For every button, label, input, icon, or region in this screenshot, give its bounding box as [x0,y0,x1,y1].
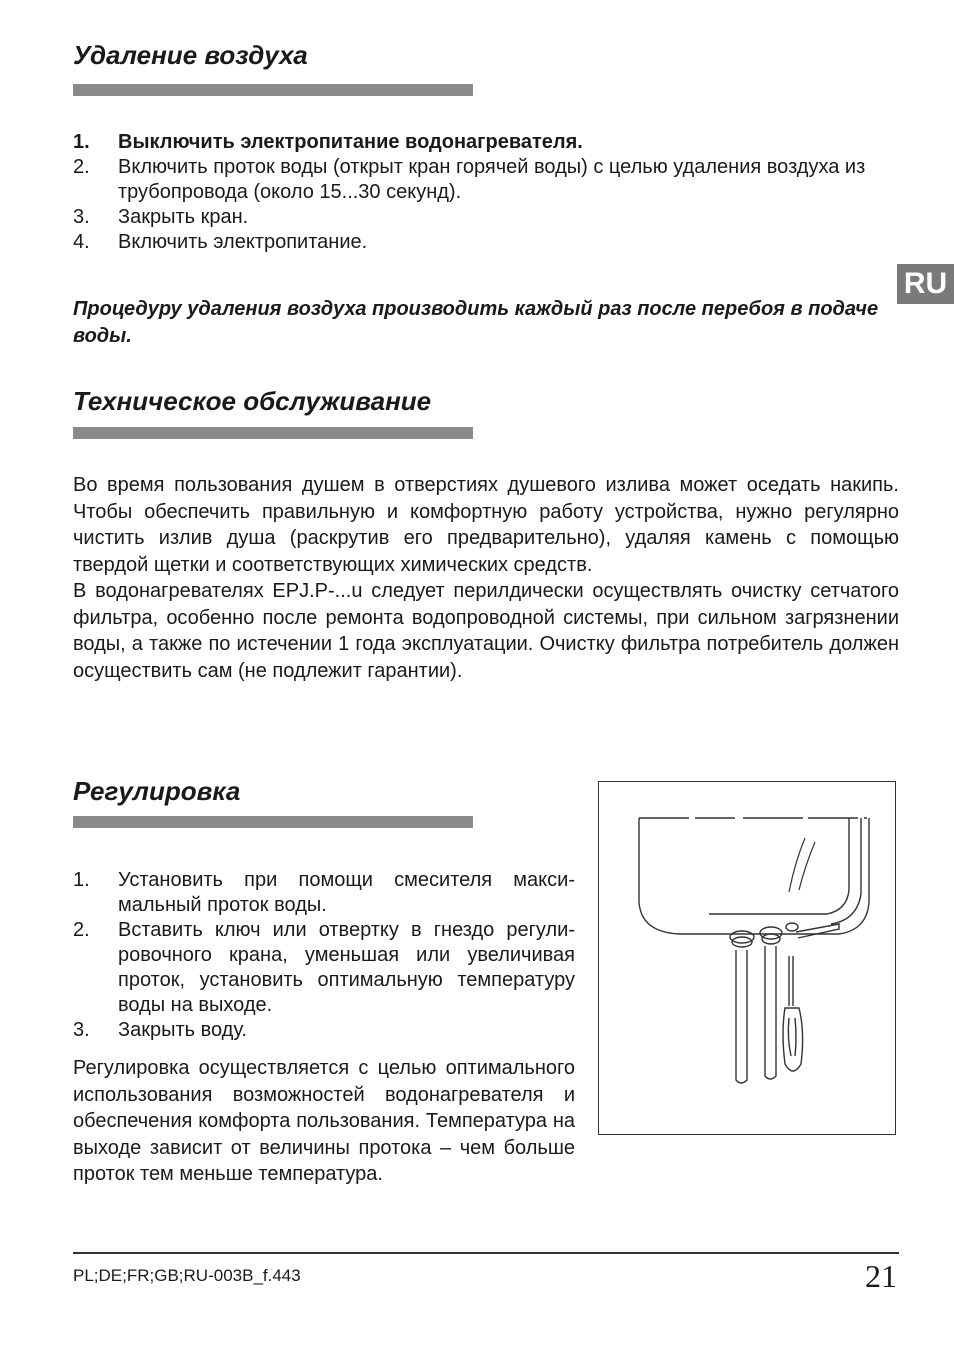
document-code: PL;DE;FR;GB;RU-003B_f.443 [73,1266,301,1285]
filter-paragraph: В водонагревателях EPJ.P-...u следует перилдически осуществлять очистку сетчатого фильтра, особенно после ремонта водопроводной системы, при сильном загрязнении воды, а также по истечении 1 года эксплуатации. Очистку фильтра потребитель должен осуществить сам (не подлежит гарантии). [73,580,899,682]
heater-adjustment-figure [598,781,896,1135]
maintenance-paragraph: Во время пользования душем в отверстиях душевого излива может оседать накипь. Чтобы обеспечить правильную и комфортную работу устройства, нужно регулярно чистить излив душа (раскрутив его предварительно), удаляя камень с помощью твердой щетки и соответствующих химических средств. [73,474,899,576]
list-item: 2. Включить проток воды (открыт кран горячей воды) с целью удаления воздуха из трубопровода (около 15...30 секунд). [73,156,866,203]
heater-illustration [599,782,894,1133]
list-item: 4. Включить электропитание. [73,231,368,253]
list-item: 3. Закрыть кран. [73,206,249,228]
section-title-maintenance: Техническое обслуживание [73,386,432,416]
footer-divider [73,1252,899,1254]
page-number: 21 [865,1258,897,1294]
adjustment-steps [73,868,575,1043]
list-item: 1. Выключить электропитание водонагревателя. [73,131,583,153]
list-item: 1. Установить при помощи смесителя максимальный проток воды. [73,869,575,916]
air-removal-steps [73,130,899,255]
language-tab: RU [897,264,954,304]
title-underline [73,816,473,828]
adjustment-paragraph: Регулировка осуществляется с целью оптимального использования возможностей водонагревателя и обеспечения комфорта пользования. Температура на выходе зависит от величины протока – чем больше проток тем меньше температура. [73,1057,575,1185]
air-removal-note: Процедуру удаления воздуха производить каждый раз после перебоя в подаче воды. [73,298,879,347]
section-title-air-removal: Удаление воздуха [73,40,308,70]
list-item: 2. Вставить ключ или отвертку в гнездо регулировочного крана, уменьшая или увеличивая проток, установить оптимальную температуру воды на выходе. [73,919,575,1016]
list-item: 3. Закрыть воду. [73,1019,247,1041]
title-underline [73,427,473,439]
section-title-adjustment: Регулировка [73,776,241,806]
title-underline [73,84,473,96]
